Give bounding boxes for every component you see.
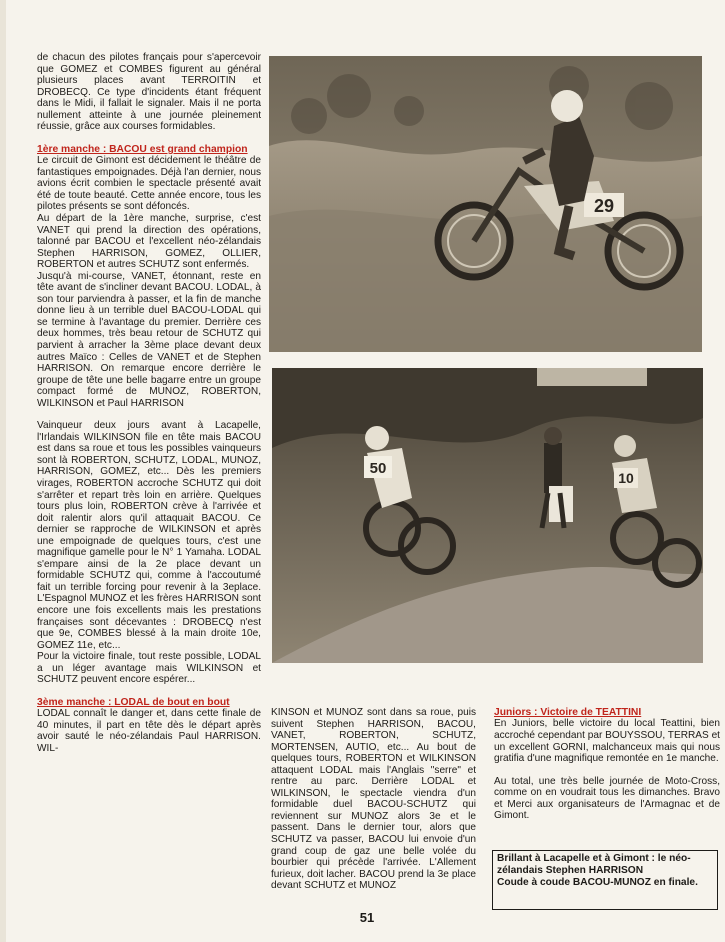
left-text-column [37,52,261,754]
rider-left-number: 50 [369,460,387,477]
right-text-column [494,707,720,822]
paragraph: En Juniors, belle victoire du local Teattini, bien accroché cependant par BOUYSSOU, TERRAS et un excellent GORNI, malchanceux mais qui nous gratifia d'une magnifique remontée en 1e manche. [494,718,720,765]
caption-line-top-photo: Brillant à Lacapelle et à Gimont : le néo-zélandais Stephen HARRISON [497,853,691,876]
paragraph: de chacun des pilotes français pour s'apercevoir que GOMEZ et COMBES figurent au général plusieurs places avant TERROITIN et DROBECQ. Ce type d'incidents étant fréquent dans le Midi, il fallait le signaler. Mais il ne porta nullement atteinte à une journée pleinement réussie, grâce aux courses formidables. [37,52,261,133]
photo-caption-box [492,850,718,910]
paragraph: Au total, une très belle journée de Moto-Cross, comme on en voudrait tous les dimanches. Bravo et Merci aux organisateurs de l'Armagnac et de Gimont. [494,775,720,822]
photo-rider-jump-image [269,56,702,352]
paragraph: Vainqueur deux jours avant à Lacapelle, l'Irlandais WILKINSON file en tête mais BACOU est dans sa roue et tous les possibles vainqueurs sont là ROBERTON, SCHUTZ, LODAL, MUNOZ, HARRISON, GOMEZ, etc... Dès les premiers virages, ROBERTON accroche SCHUTZ qui doit s'arrêter et repart très loin en arrière. Quelques tours plus loin, ROBERTON crève à l'arrivée et doit ralentir alors qu'il attaquait BACOU. Ce dernier se rapproche de WILKINSON et après une empoignade de quelques tours, c'est une magnifique gamelle pour le N° 1 Yamaha. LODAL s'empare ainsi de la 2e place devant un formidable SCHUTZ qui, comme à l'accoutumé fait un terrible forcing pour revenir à la 3eplace. L'Espagnol MUNOZ et les frères HARRISON sont encore une fois excellents mais les prestations françaises sont décevantes : DROBECQ n'est que 9e, COMBES blessé à la main droite 10e, GOMEZ 11e, etc... [37,420,261,651]
section-heading-first-heat: 1ère manche : BACOU est grand champion [37,143,248,155]
rider-right-number: 10 [618,470,634,486]
caption-line-bottom-photo: Coude à coude BACOU-MUNOZ en finale. [497,877,698,888]
number-plate-text: 29 [593,196,615,216]
section-heading-juniors: Juniors : Victoire de TEATTINI [494,707,642,718]
page-number: 51 [359,910,375,925]
paragraph: KINSON et MUNOZ sont dans sa roue, puis suivent Stephen HARRISON, BACOU, VANET, ROBERTON, SCHUTZ, MORTENSEN, AUTIO, etc... Au bout de quelques tours, ROBERTON et WILKINSON attaquent LODAL mais l'Anglais "serre" et rentre au parc. Derrière LODAL et WILKINSON, le spectacle viendra d'un formidable duel BACOU-SCHUTZ qui reviennent sur MUNOZ alors 3e et le passent. Dans le dernier tour, alors que SCHUTZ va passer, BACOU lui envoie d'un grand coup de gaz une belle volée du bourbier qui précède l'arrivée. L'Allement furieux, doit lacher. BACOU prend la 3e place devant SCHUTZ et MUNOZ [271,707,476,892]
photo-rider-jump [269,56,702,352]
paragraph: Jusqu'à mi-course, VANET, étonnant, reste en tête avant de s'incliner devant BACOU. LODAL, à son tour parviendra à passer, et la fin de manche donne lieu à un terrible duel BACOU-LODAL qui se termine à l'avantage du premier. Derrière ces deux hommes, très beau retour de SCHUTZ qui parvient à arracher la 3ème place devant deux autres Maïco : Celles de VANET et de Stephen HARRISON. On remarque encore derrière le groupe de tête une belle bagarre entre un groupe compact formé de MUNOZ, ROBERTON, WILKINSON et Paul HARRISON [37,270,261,409]
middle-text-column [271,707,476,892]
paragraph: Le circuit de Gimont est décidement le théâtre de fantastiques empoignades. Déjà l'an dernier, nous avions écrit combien le spectacle présenté avait été de toute beauté. Cette année encore, tous les pilotes présents se sont défoncés. [37,155,261,213]
photo-two-riders-image [272,368,703,663]
section-heading-third-heat: 3ème manche : LODAL de bout en bout [37,696,230,708]
paragraph: LODAL connaît le danger et, dans cette finale de 40 minutes, il part en tête dès le départ après avoir sauté le néo-zélandais Paul HARRISON. WIL- [37,708,261,754]
photo-two-riders [272,368,703,663]
page-edge [0,0,6,942]
paragraph: Au départ de la 1ère manche, surprise, c'est VANET qui prend la direction des opérations, talonné par BACOU et l'excellent néo-zélandais Stephen HARRISON, GOMEZ, OLLIER, ROBERTON et autres SCHUTZ sont enfermés. [37,212,261,271]
paragraph: Pour la victoire finale, tout reste possible, LODAL a un léger avantage mais WILKINSON et SCHUTZ peuvent encore espérer... [37,651,261,686]
